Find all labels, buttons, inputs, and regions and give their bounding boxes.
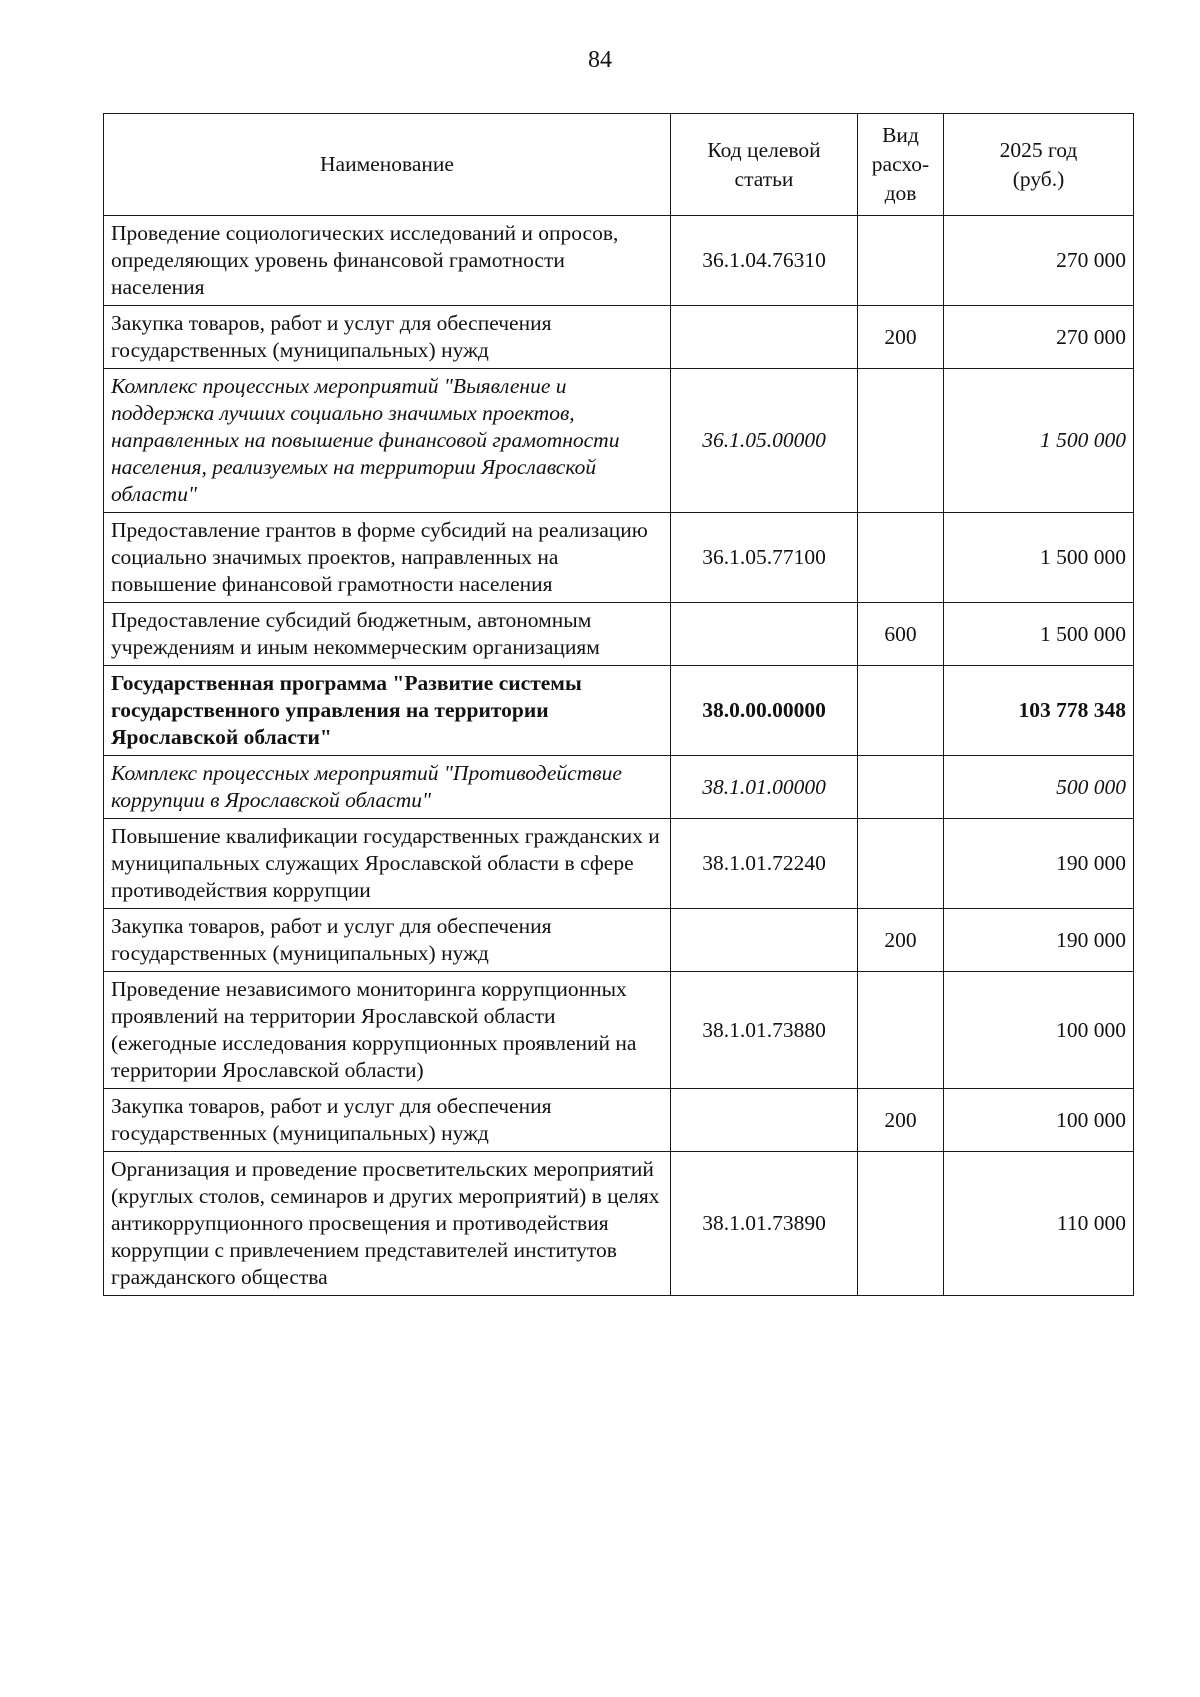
row-kind: [858, 216, 944, 306]
row-amount: 103 778 348: [944, 666, 1134, 756]
row-amount: 270 000: [944, 216, 1134, 306]
row-amount: 1 500 000: [944, 513, 1134, 603]
table-row: [104, 666, 1134, 756]
row-name: Предоставление грантов в форме субсидий на реализацию социально значимых проектов, направленных на повышение финансовой грамотности населения: [104, 513, 671, 603]
row-name: Предоставление субсидий бюджетным, автономным учреждениям и иным некоммерческим организациям: [104, 603, 671, 666]
row-name: Проведение независимого мониторинга коррупционных проявлений на территории Ярославской области (ежегодные исследования коррупционных проявлений на территории Ярославской области): [104, 972, 671, 1089]
row-code: 38.1.01.00000: [671, 756, 858, 819]
row-name: Организация и проведение просветительских мероприятий (круглых столов, семинаров и других мероприятий) в целях антикоррупционного просвещения и противодействия коррупции с привлечением представителей институтов гражданского общества: [104, 1152, 671, 1296]
row-code: 36.1.05.77100: [671, 513, 858, 603]
row-code: 36.1.05.00000: [671, 369, 858, 513]
row-kind: 200: [858, 306, 944, 369]
table-header-row: [104, 114, 1134, 216]
header-code: Код целевой статьи: [671, 114, 858, 216]
row-name: Государственная программа "Развитие системы государственного управления на территории Ярославской области": [104, 666, 671, 756]
row-kind: [858, 369, 944, 513]
row-code: [671, 603, 858, 666]
row-code: 38.0.00.00000: [671, 666, 858, 756]
row-code: 38.1.01.73890: [671, 1152, 858, 1296]
row-code: [671, 1089, 858, 1152]
row-kind: [858, 1152, 944, 1296]
row-amount: 1 500 000: [944, 603, 1134, 666]
page-number: 84: [588, 47, 612, 73]
table-row: [104, 603, 1134, 666]
row-code: 38.1.01.72240: [671, 819, 858, 909]
row-name: Повышение квалификации государственных гражданских и муниципальных служащих Ярославской области в сфере противодействия коррупции: [104, 819, 671, 909]
table-row: [104, 306, 1134, 369]
header-amount: 2025 год (руб.): [944, 114, 1134, 216]
table-row: [104, 216, 1134, 306]
row-amount: 190 000: [944, 819, 1134, 909]
table-row: [104, 972, 1134, 1089]
row-kind: [858, 972, 944, 1089]
row-amount: 1 500 000: [944, 369, 1134, 513]
table-row: [104, 756, 1134, 819]
row-name: Закупка товаров, работ и услуг для обеспечения государственных (муниципальных) нужд: [104, 306, 671, 369]
row-kind: [858, 513, 944, 603]
row-code: 38.1.01.73880: [671, 972, 858, 1089]
row-code: [671, 909, 858, 972]
row-amount: 190 000: [944, 909, 1134, 972]
row-kind: [858, 819, 944, 909]
header-kind: Вид расхо-дов: [858, 114, 944, 216]
row-kind: [858, 756, 944, 819]
row-kind: 200: [858, 1089, 944, 1152]
table-row: [104, 369, 1134, 513]
row-name: Комплекс процессных мероприятий "Противодействие коррупции в Ярославской области": [104, 756, 671, 819]
row-amount: 100 000: [944, 1089, 1134, 1152]
row-code: [671, 306, 858, 369]
table-row: [104, 513, 1134, 603]
table-row: [104, 819, 1134, 909]
table-row: [104, 1152, 1134, 1296]
row-name: Закупка товаров, работ и услуг для обеспечения государственных (муниципальных) нужд: [104, 1089, 671, 1152]
header-name: Наименование: [104, 114, 671, 216]
table-row: [104, 909, 1134, 972]
row-amount: 110 000: [944, 1152, 1134, 1296]
row-kind: 200: [858, 909, 944, 972]
row-name: Комплекс процессных мероприятий "Выявление и поддержка лучших социально значимых проектов, направленных на повышение финансовой грамотности населения, реализуемых на территории Ярославской области": [104, 369, 671, 513]
row-amount: 270 000: [944, 306, 1134, 369]
row-kind: [858, 666, 944, 756]
row-amount: 100 000: [944, 972, 1134, 1089]
row-name: Проведение социологических исследований и опросов, определяющих уровень финансовой грамотности населения: [104, 216, 671, 306]
row-code: 36.1.04.76310: [671, 216, 858, 306]
table-row: [104, 1089, 1134, 1152]
row-amount: 500 000: [944, 756, 1134, 819]
row-name: Закупка товаров, работ и услуг для обеспечения государственных (муниципальных) нужд: [104, 909, 671, 972]
budget-table: [103, 113, 1134, 1296]
row-kind: 600: [858, 603, 944, 666]
